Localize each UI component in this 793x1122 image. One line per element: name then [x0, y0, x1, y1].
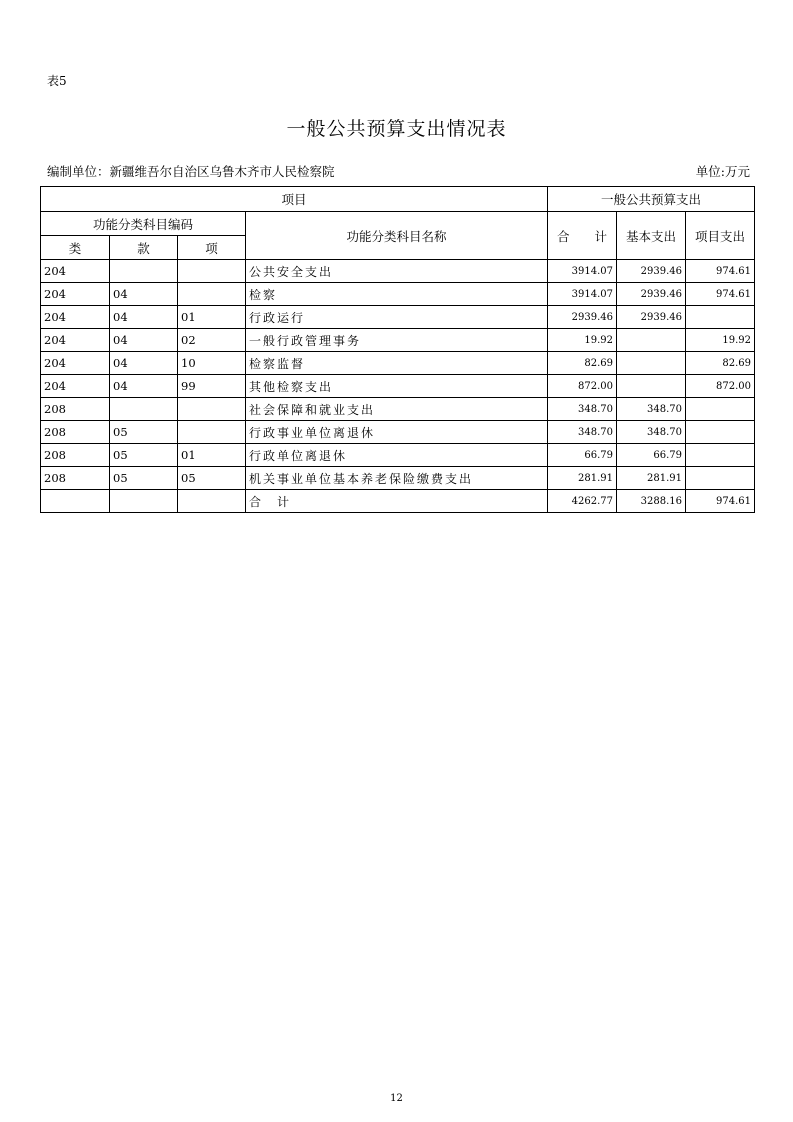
- total-basic: 3288.16: [617, 490, 686, 513]
- cell-total: 348.70: [548, 421, 617, 444]
- cell-lei: 204: [41, 375, 110, 398]
- cell-lei: 208: [41, 444, 110, 467]
- cell-project: 19.92: [686, 329, 755, 352]
- cell-kuan: 05: [110, 444, 178, 467]
- cell-project: 974.61: [686, 283, 755, 306]
- header-expenditure-group: 一般公共预算支出: [548, 187, 755, 212]
- cell-total: 66.79: [548, 444, 617, 467]
- cell-project: [686, 467, 755, 490]
- cell-basic: 348.70: [617, 421, 686, 444]
- page-title: 一般公共预算支出情况表: [286, 118, 507, 140]
- cell-basic: [617, 329, 686, 352]
- cell-xiang: 99: [178, 375, 246, 398]
- cell-name: 行政运行: [246, 306, 548, 329]
- total-row: [41, 490, 755, 513]
- cell-name: 行政事业单位离退休: [246, 421, 548, 444]
- cell-basic: [617, 352, 686, 375]
- table-row: [41, 329, 755, 352]
- total-label: 合 计: [246, 490, 548, 513]
- cell-xiang: [178, 398, 246, 421]
- cell-kuan: 04: [110, 375, 178, 398]
- cell-kuan: 04: [110, 306, 178, 329]
- cell-lei: 204: [41, 352, 110, 375]
- header-code-group: 功能分类科目编码: [41, 212, 246, 236]
- cell-total: 348.70: [548, 398, 617, 421]
- cell-project: [686, 421, 755, 444]
- cell-kuan: 05: [110, 421, 178, 444]
- header-basic: 基本支出: [617, 212, 686, 260]
- cell-kuan: 04: [110, 352, 178, 375]
- cell-kuan: [110, 260, 178, 283]
- cell-kuan: [110, 490, 178, 513]
- cell-basic: 348.70: [617, 398, 686, 421]
- cell-project: [686, 398, 755, 421]
- header-project: 项目: [41, 187, 548, 212]
- cell-kuan: 04: [110, 283, 178, 306]
- cell-name: 公共安全支出: [246, 260, 548, 283]
- cell-total: 19.92: [548, 329, 617, 352]
- cell-total: 3914.07: [548, 260, 617, 283]
- cell-name: 社会保障和就业支出: [246, 398, 548, 421]
- cell-xiang: 10: [178, 352, 246, 375]
- header-lei: 类: [41, 236, 110, 260]
- cell-name: 检察: [246, 283, 548, 306]
- cell-kuan: 05: [110, 467, 178, 490]
- cell-lei: [41, 490, 110, 513]
- table-row: [41, 398, 755, 421]
- table-row: [41, 260, 755, 283]
- cell-lei: 208: [41, 398, 110, 421]
- header-project-exp: 项目支出: [686, 212, 755, 260]
- cell-xiang: [178, 421, 246, 444]
- cell-lei: 204: [41, 283, 110, 306]
- header-name: 功能分类科目名称: [246, 212, 548, 260]
- cell-lei: 204: [41, 260, 110, 283]
- cell-total: 82.69: [548, 352, 617, 375]
- cell-lei: 204: [41, 306, 110, 329]
- table-row: [41, 467, 755, 490]
- table-row: [41, 421, 755, 444]
- budget-table: [40, 186, 755, 513]
- cell-basic: 66.79: [617, 444, 686, 467]
- cell-total: 2939.46: [548, 306, 617, 329]
- cell-basic: [617, 375, 686, 398]
- cell-kuan: [110, 398, 178, 421]
- table-row: [41, 306, 755, 329]
- table-row: [41, 283, 755, 306]
- cell-name: 机关事业单位基本养老保险缴费支出: [246, 467, 548, 490]
- table-row: [41, 444, 755, 467]
- cell-project: [686, 444, 755, 467]
- cell-xiang: [178, 260, 246, 283]
- cell-total: 3914.07: [548, 283, 617, 306]
- table-row: [41, 375, 755, 398]
- cell-basic: 2939.46: [617, 283, 686, 306]
- cell-total: 281.91: [548, 467, 617, 490]
- cell-xiang: 05: [178, 467, 246, 490]
- cell-xiang: [178, 490, 246, 513]
- cell-lei: 208: [41, 421, 110, 444]
- cell-total: 872.00: [548, 375, 617, 398]
- page-number: 12: [390, 1093, 403, 1104]
- cell-xiang: 02: [178, 329, 246, 352]
- cell-project: 82.69: [686, 352, 755, 375]
- table-row: [41, 352, 755, 375]
- cell-basic: 281.91: [617, 467, 686, 490]
- cell-xiang: [178, 283, 246, 306]
- cell-basic: 2939.46: [617, 260, 686, 283]
- header-total: 合 计: [548, 212, 617, 260]
- cell-project: [686, 306, 755, 329]
- cell-xiang: 01: [178, 444, 246, 467]
- compiler-unit: 编制单位：新疆维吾尔自治区乌鲁木齐市人民检察院: [47, 164, 335, 179]
- currency-unit: 单位:万元: [695, 164, 750, 179]
- total-project: 974.61: [686, 490, 755, 513]
- header-kuan: 款: [110, 236, 178, 260]
- cell-name: 检察监督: [246, 352, 548, 375]
- cell-name: 行政单位离退休: [246, 444, 548, 467]
- cell-xiang: 01: [178, 306, 246, 329]
- cell-basic: 2939.46: [617, 306, 686, 329]
- cell-lei: 208: [41, 467, 110, 490]
- cell-project: 872.00: [686, 375, 755, 398]
- cell-lei: 204: [41, 329, 110, 352]
- total-sum: 4262.77: [548, 490, 617, 513]
- header-xiang: 项: [178, 236, 246, 260]
- cell-project: 974.61: [686, 260, 755, 283]
- cell-name: 一般行政管理事务: [246, 329, 548, 352]
- cell-kuan: 04: [110, 329, 178, 352]
- cell-name: 其他检察支出: [246, 375, 548, 398]
- table-label: 表5: [47, 74, 67, 88]
